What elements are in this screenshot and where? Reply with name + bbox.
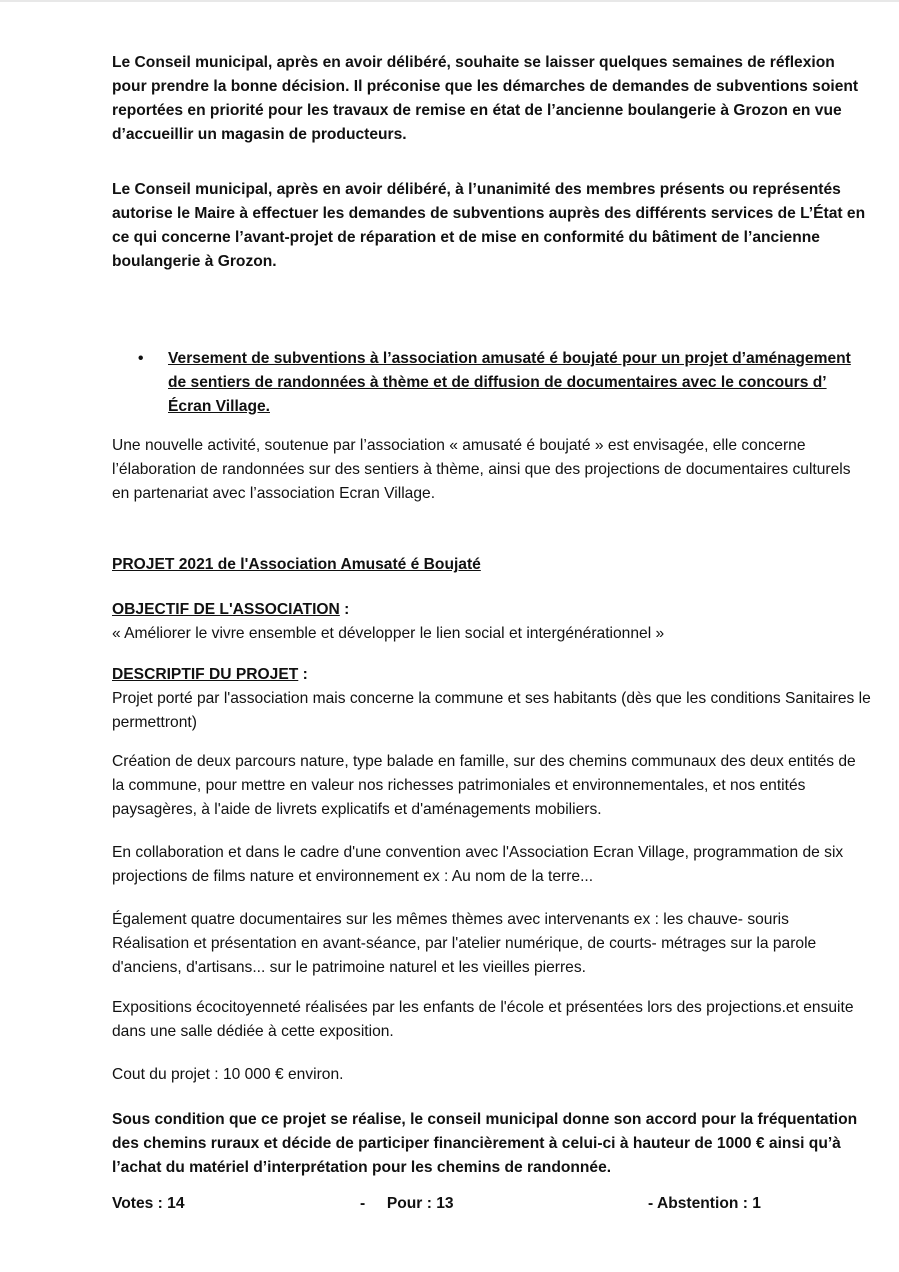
documentaires-line-1: Également quatre documentaires sur les mêmes thèmes avec intervenants ex : les chauve- souris — [112, 911, 789, 928]
votes-total: Votes : 14 — [112, 1195, 185, 1212]
agenda-item-title: Versement de subventions à l’association amusaté é boujaté pour un projet d’aménagement de sentiers de randonnées à thème et de diffusion de documentaires avec le concours d’ Écran Village. — [168, 350, 851, 415]
cost-line: Cout du projet : 10 000 € environ. — [112, 1066, 344, 1083]
descriptif-text: Projet porté par l'association mais concerne la commune et ses habitants (dès que les conditions Sanitaires le permettront) — [112, 690, 871, 731]
agenda-item — [140, 347, 860, 419]
creation-paragraph: Création de deux parcours nature, type balade en famille, sur des chemins communaux des deux entités de la commune, pour mettre en valeur nos richesses patrimoniales et environnementales, et nos entités paysagères, à l'aide de livrets explicatifs et d'aménagements mobiliers. — [112, 753, 856, 818]
objectif-heading: OBJECTIF DE L'ASSOCIATION — [112, 601, 340, 618]
objectif-colon: : — [339, 601, 350, 618]
votes-abstention: - Abstention : 1 — [648, 1195, 761, 1212]
descriptif-colon: : — [298, 666, 308, 683]
final-decision-paragraph: Sous condition que ce projet se réalise, le conseil municipal donne son accord pour la fréquentation des chemins ruraux et décide de participer financièrement à celui-ci à hauteur de 1000 € ainsi qu’à l’achat du matériel d’interprétation pour les chemins de randonnée. — [112, 1111, 858, 1176]
objectif-section — [112, 598, 872, 646]
descriptif-section — [112, 663, 872, 735]
project-heading: PROJET 2021 de l'Association Amusaté é Boujaté — [112, 556, 481, 573]
descriptif-heading: DESCRIPTIF DU PROJET — [112, 666, 299, 683]
collaboration-paragraph: En collaboration et dans le cadre d'une convention avec l'Association Ecran Village, programmation de six projections de films nature et environnement ex : Au nom de la terre... — [112, 844, 844, 885]
intro-paragraph: Une nouvelle activité, soutenue par l’association « amusaté é boujaté » est envisagée, elle concerne l’élaboration de randonnées sur des sentiers à thème, ainsi que des projections de documentaires culturels en partenariat avec l’association Ecran Village. — [112, 437, 851, 502]
documentaires-paragraph — [112, 908, 872, 980]
expositions-paragraph: Expositions écocitoyenneté réalisées par les enfants de l'école et présentées lors des projections.et ensuite dans une salle dédiée à cette exposition. — [112, 999, 854, 1040]
documentaires-line-2: Réalisation et présentation en avant-séance, par l'atelier numérique, de courts- métrages sur la parole d'anciens, d'artisans... sur le patrimoine naturel et les vieilles pierres. — [112, 935, 817, 976]
council-decision-paragraph-1: Le Conseil municipal, après en avoir délibéré, souhaite se laisser quelques semaines de réflexion pour prendre la bonne décision. Il préconise que les démarches de demandes de subventions soient reportées en priorité pour les travaux de remise en état de l’ancienne boulangerie à Grozon en vue d’accueillir un magasin de producteurs. — [112, 54, 859, 143]
scan-edge — [0, 0, 899, 2]
council-decision-paragraph-2: Le Conseil municipal, après en avoir délibéré, à l’unanimité des membres présents ou représentés autorise le Maire à effectuer les demandes de subventions auprès des différents services de L’État en ce qui concerne l’avant-projet de réparation et de mise en conformité du bâtiment de l’ancienne boulangerie à Grozon. — [112, 181, 866, 270]
bullet-icon: • — [138, 350, 144, 367]
votes-pour: - Pour : 13 — [360, 1195, 454, 1212]
objectif-text: « Améliorer le vivre ensemble et développer le lien social et intergénérationnel » — [112, 625, 665, 642]
